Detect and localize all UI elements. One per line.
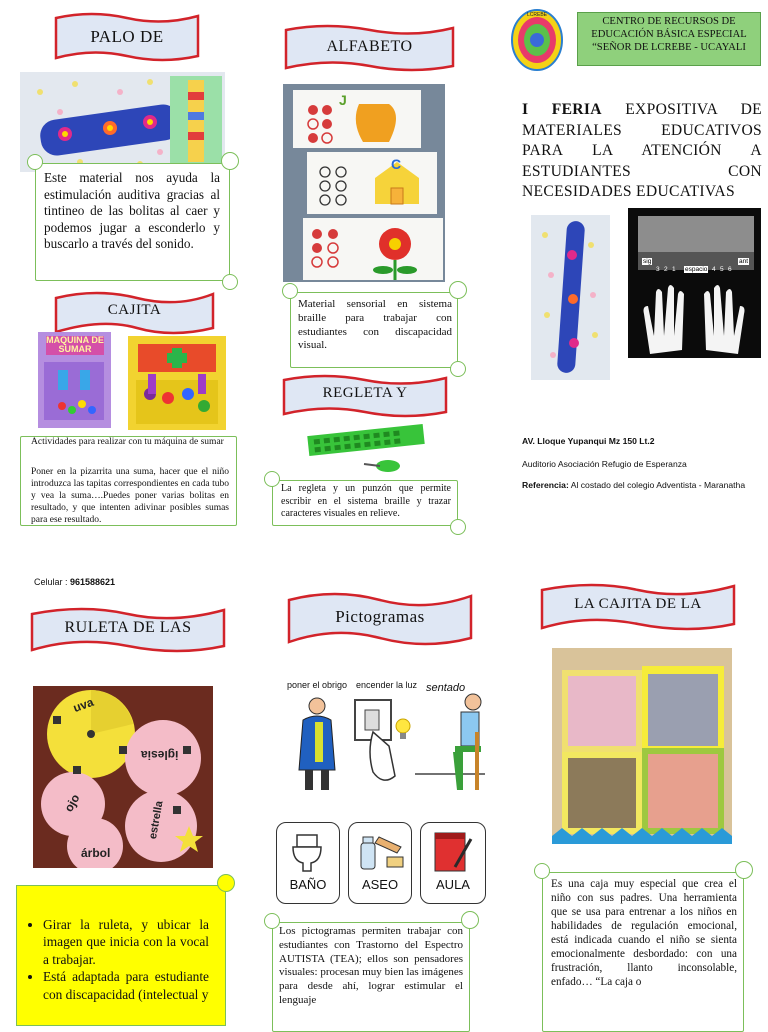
alfabeto-scroll bbox=[290, 292, 458, 368]
regleta-scroll bbox=[272, 480, 458, 526]
alfabeto-letter-j: J bbox=[339, 92, 347, 108]
cajita-photo-1 bbox=[38, 332, 111, 428]
address-line-1: AV. Lloque Yupanqui Mz 150 Lt.2 bbox=[522, 436, 655, 446]
banner-cajita-calma bbox=[538, 580, 738, 634]
picto-label-2: encender la luz bbox=[356, 680, 418, 690]
banner-cajita-calma-title: LA CAJITA DE LA bbox=[574, 596, 702, 612]
ruleta-photo bbox=[33, 686, 213, 868]
ruleta-word-uva: uva bbox=[71, 694, 96, 716]
banner-pictogramas bbox=[285, 588, 475, 650]
palo-scroll bbox=[35, 163, 230, 281]
address-reference bbox=[522, 480, 762, 491]
pictogramas-description: Los pictogramas permiten trabajar con estudiantes con Trastorno del Espectro AUTISTA (TEA); ellos son pensadores visuales: procesan muy bien las imágenes para desde ahí, lograr estimular el lenguaje bbox=[279, 925, 463, 1006]
regleta-description: La regleta y un punzón que permite escribir en el sistema braille y trazar caracteres visuales en relieve. bbox=[281, 483, 451, 519]
cajita-calma-scroll bbox=[542, 872, 744, 1032]
banner-alfabeto-title: ALFABETO bbox=[326, 38, 413, 55]
feria-bold: I FERIA bbox=[522, 101, 602, 118]
center-logo bbox=[510, 8, 564, 72]
picto-card-aseo bbox=[348, 822, 412, 904]
palo-photo-small bbox=[531, 215, 610, 380]
pictogramas-scroll bbox=[272, 922, 470, 1032]
ruleta-bullet-1: • Girar la ruleta, y ubicar la imagen que inicia con la vocal a trabajar. bbox=[43, 916, 209, 968]
braille-machine-photo bbox=[628, 208, 761, 358]
ruleta-word-iglesia: iglesia bbox=[141, 748, 179, 762]
cajita-description: Poner en la pizarrita una suma, hacer que el niño introduzca las tapitas correspondientes en cada tubo y vea la suma….Puedes poner varias bolitas en resultado, y que intenten adivinar posibles sumas para ese resultado. bbox=[31, 467, 229, 525]
key-sig: sig bbox=[643, 258, 652, 265]
banner-regleta-title: REGLETA Y bbox=[322, 385, 408, 401]
banner-alfabeto bbox=[282, 22, 457, 74]
banner-ruleta-title: RULETA DE LAS bbox=[64, 619, 192, 636]
alfabeto-letter-c: C bbox=[391, 156, 402, 172]
key-ant: ant bbox=[739, 258, 749, 265]
key-5: 5 bbox=[720, 266, 724, 273]
key-6: 6 bbox=[728, 266, 732, 273]
alfabeto-photo bbox=[283, 84, 445, 282]
banner-palo bbox=[52, 10, 202, 64]
regleta-photo bbox=[304, 424, 428, 474]
braille-key-row bbox=[640, 258, 752, 272]
palo-photo bbox=[20, 72, 225, 172]
ruleta-yellow-scroll bbox=[16, 885, 226, 1026]
palo-description: Este material nos ayuda la estimulación auditiva gracias al tintineo de las bolitas al caer y podemos jugar a esconderlo y buscarlo a través del sonido. bbox=[44, 170, 220, 251]
cajita-activities-title: Actividades para realizar con tu máquina de sumar bbox=[31, 437, 224, 447]
ruleta-word-arbol: árbol bbox=[81, 846, 111, 860]
key-1: 1 bbox=[672, 266, 676, 273]
banner-cajita bbox=[52, 288, 217, 338]
phone-number: 961588621 bbox=[70, 577, 116, 587]
feria-rest: EXPOSITIVA DE MATERIALES EDUCATIVOS PARA LA ATENCIÓN A ESTUDIANTES CON NECESIDADES EDUCATIVAS bbox=[522, 101, 762, 201]
ruleta-word-estrella: estrella bbox=[147, 799, 166, 841]
center-logo-text: LCREBE bbox=[526, 12, 547, 18]
picto-card-bano-label: BAÑO bbox=[289, 877, 327, 892]
picto-card-aula-label: AULA bbox=[436, 877, 470, 892]
picto-card-bano bbox=[276, 822, 340, 904]
center-title-box bbox=[577, 12, 761, 66]
cajita-calma-photo bbox=[552, 648, 732, 844]
banner-cajita-title: CAJITA bbox=[107, 302, 162, 318]
banner-regleta bbox=[280, 372, 450, 420]
phone-label: Celular : bbox=[34, 577, 71, 587]
picto-card-aseo-label: ASEO bbox=[361, 877, 399, 892]
key-3: 3 bbox=[656, 266, 660, 273]
cajita-photo-2 bbox=[128, 336, 226, 430]
address-line-2: Auditorio Asociación Refugio de Esperanza bbox=[522, 459, 687, 470]
cajita-calma-description: Es una caja muy especial que crea el niño con sus padres. Una herramienta que se usa para entrenar a los niños en habilidades de regulación emocional, está indicada cuando el niño se sienta emocionalmente desbordado: con una frustración, llanto inconsolable, enfado… “La caja o bbox=[551, 878, 737, 988]
banner-ruleta bbox=[28, 604, 228, 656]
banner-pictogramas-title: Pictogramas bbox=[335, 607, 425, 626]
cajita-sign: MAQUINA DE SUMAR bbox=[46, 335, 104, 355]
phone-line bbox=[34, 577, 115, 587]
key-2: 2 bbox=[664, 266, 668, 273]
address-ref-text: Al costado del colegio Adventista - Maranatha bbox=[568, 480, 746, 491]
address-block bbox=[522, 436, 762, 492]
picto-images bbox=[285, 692, 485, 796]
ruleta-bullets bbox=[17, 916, 209, 1003]
address-ref-label: Referencia: bbox=[522, 480, 569, 491]
feria-title bbox=[522, 100, 762, 203]
key-4: 4 bbox=[712, 266, 716, 273]
banner-palo-title: PALO DE bbox=[90, 27, 164, 46]
picto-card-aula bbox=[420, 822, 486, 904]
ruleta-word-ojo: ojo bbox=[61, 791, 83, 815]
picto-label-3: sentado bbox=[426, 682, 466, 694]
ruleta-bullet-2: • Está adaptada para estudiante con discapacidad (intelectual y bbox=[43, 968, 209, 1003]
alfabeto-description: Material sensorial en sistema braille para trabajar con estudiantes con discapacidad visual. bbox=[298, 298, 452, 352]
center-title: CENTRO DE RECURSOS DE EDUCACIÓN BÁSICA ESPECIAL “SEÑOR DE LCREBE - UCAYALI bbox=[591, 16, 747, 53]
cajita-scroll bbox=[20, 436, 237, 526]
key-espacio: espacio bbox=[685, 266, 708, 273]
picto-label-1: poner el obrigo bbox=[287, 680, 348, 690]
